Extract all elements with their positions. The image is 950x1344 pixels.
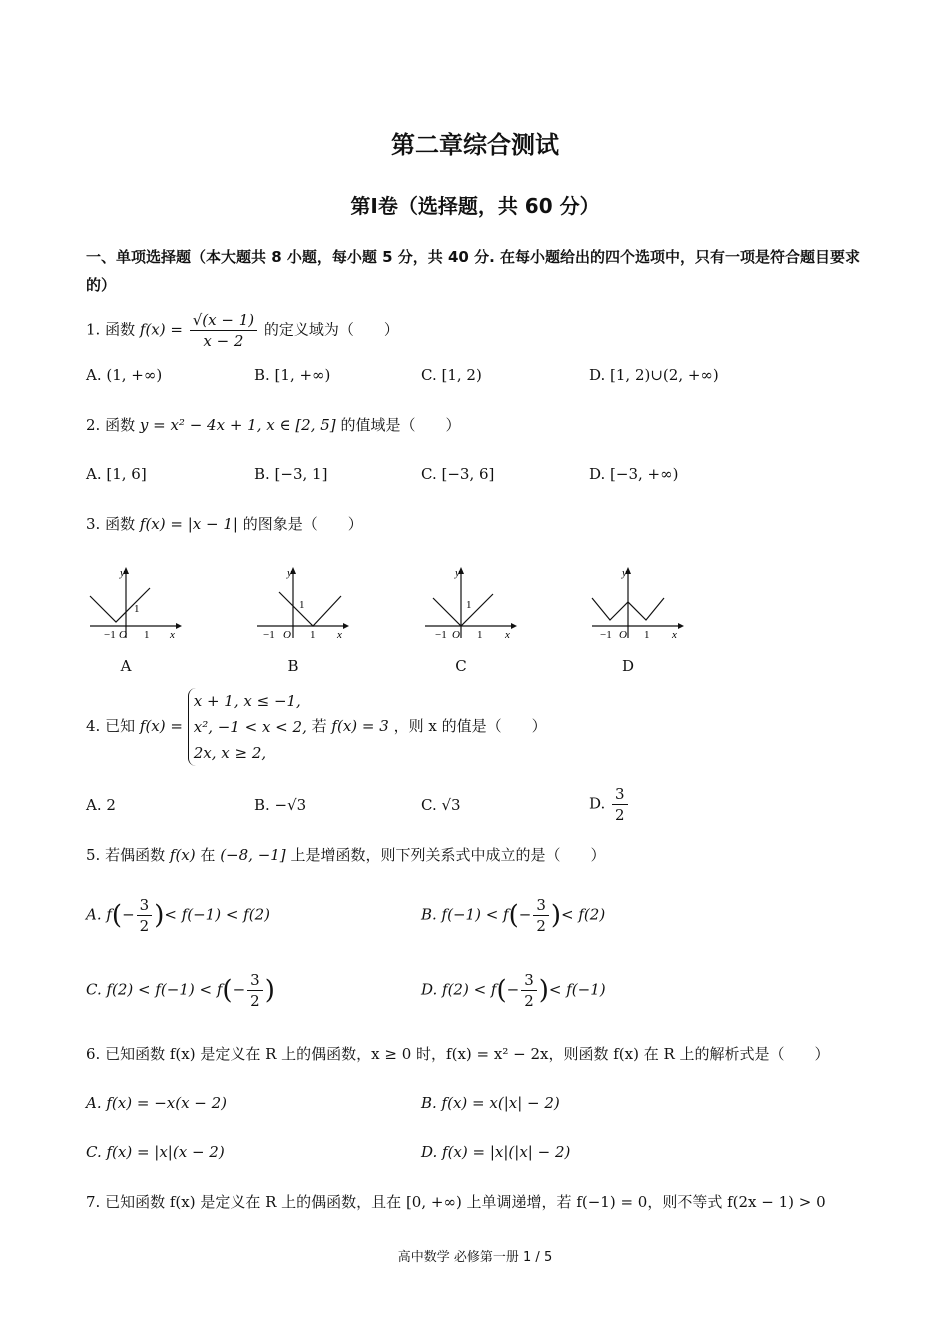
q4-cond: f(x) = 3 bbox=[331, 717, 389, 735]
q5-b-minus: − bbox=[518, 905, 532, 924]
graph-b-y-label: y bbox=[287, 567, 292, 579]
question-6 bbox=[86, 1043, 830, 1065]
graph-b-x-label: x bbox=[337, 629, 342, 641]
q1-fx: f(x) = bbox=[139, 320, 183, 339]
q4-case-3: 2x, x ≥ 2, bbox=[193, 744, 267, 762]
q2-option-a: A. [1, 6] bbox=[86, 465, 147, 483]
graph-a-neg1: −1 bbox=[104, 629, 116, 641]
q4-option-d bbox=[589, 784, 630, 825]
graph-c-y-label: y bbox=[455, 567, 460, 579]
question-1 bbox=[86, 310, 399, 351]
q5-expr: f(x) bbox=[169, 846, 196, 864]
q4-fx: f(x) = bbox=[139, 717, 183, 735]
q5-b-frac bbox=[533, 895, 549, 936]
graph-b-one: 1 bbox=[299, 599, 305, 611]
q5-text: 若偶函数 bbox=[105, 846, 166, 864]
graph-a-origin: O bbox=[119, 629, 127, 641]
graph-a-x-label: x bbox=[170, 629, 175, 641]
q4-tail: ，则 x 的值是（ ） bbox=[393, 717, 547, 735]
q5-a-frac-den: 2 bbox=[139, 917, 150, 935]
graph-b-label: B bbox=[287, 657, 299, 675]
graph-b-origin: O bbox=[283, 629, 291, 641]
graph-a-label: A bbox=[120, 657, 132, 675]
q1-option-b: B. [1, +∞) bbox=[254, 366, 331, 384]
graph-c-neg1: −1 bbox=[435, 629, 447, 641]
graph-d-tick-1: 1 bbox=[644, 629, 650, 641]
graph-c-one: 1 bbox=[466, 599, 472, 611]
graph-b bbox=[253, 562, 353, 642]
graph-d-origin: O bbox=[619, 629, 627, 641]
question-3 bbox=[86, 513, 363, 535]
q6-option-a: A. f(x) = −x(x − 2) bbox=[86, 1094, 228, 1112]
q5-c-frac-den: 2 bbox=[250, 992, 260, 1010]
q5-option-d: D. f(2) < f(− $\frac{3}{2}$ )< f(−1) bbox=[421, 971, 606, 1010]
q5-mid: 在 bbox=[200, 846, 216, 864]
graph-b-tick-1: 1 bbox=[310, 629, 316, 641]
q6-option-d: D. f(x) = |x|(|x| − 2) bbox=[421, 1143, 571, 1161]
q3-number: 3. bbox=[86, 515, 101, 533]
q5-d-post: < f(−1) bbox=[548, 980, 606, 999]
q5-d-minus: − bbox=[506, 980, 520, 999]
graph-c-x-label: x bbox=[505, 629, 510, 641]
q5-a-post: < f(−1) < f(2) bbox=[164, 905, 270, 924]
question-2 bbox=[86, 414, 460, 436]
graph-a-tick-1: 1 bbox=[144, 629, 150, 641]
q2-option-d: D. [−3, +∞) bbox=[589, 465, 679, 483]
q1-number: 1. bbox=[86, 320, 101, 339]
q5-c-minus: − bbox=[232, 980, 246, 999]
section-instructions: 一、单项选择题（本大题共 8 小题，每小题 5 分，共 40 分. 在每小题给出的四个选项中，只有一项是符合题目要求的） bbox=[86, 248, 861, 294]
graph-a-one: 1 bbox=[134, 603, 140, 615]
q4-option-d-fraction bbox=[612, 784, 628, 825]
graph-c-label: C bbox=[455, 657, 467, 675]
q3-expr: f(x) = |x − 1| bbox=[139, 515, 238, 533]
q4-number: 4. bbox=[86, 717, 101, 735]
question-5 bbox=[86, 844, 605, 866]
q6-option-c: C. f(x) = |x|(x − 2) bbox=[86, 1143, 225, 1161]
q5-d-frac-den: 2 bbox=[524, 992, 534, 1010]
q2-option-b: B. [−3, 1] bbox=[254, 465, 328, 483]
q2-tail: 的值域是（ ） bbox=[340, 416, 461, 434]
q7-text: 已知函数 f(x) 是定义在 R 上的偶函数，且在 [0, +∞) 上单调递增，若 f(−1) = 0，则不等式 f(2x − 1) > 0 bbox=[105, 1193, 826, 1211]
q5-d-frac bbox=[521, 970, 537, 1011]
q1-text: 函数 bbox=[105, 320, 136, 339]
q4-piecewise bbox=[188, 688, 307, 766]
graph-d-neg1: −1 bbox=[600, 629, 612, 641]
q5-a-frac bbox=[137, 895, 153, 936]
graph-c-tick-1: 1 bbox=[477, 629, 483, 641]
q5-a-minus: − bbox=[122, 905, 135, 924]
q2-option-c: C. [−3, 6] bbox=[421, 465, 495, 483]
q5-a-frac-num: 3 bbox=[137, 895, 153, 916]
q1-denominator: x − 2 bbox=[203, 332, 244, 350]
graph-c bbox=[421, 562, 521, 642]
graph-b-neg1: −1 bbox=[263, 629, 275, 641]
q4-option-d-num: 3 bbox=[612, 784, 628, 805]
q1-option-d: D. [1, 2)∪(2, +∞) bbox=[589, 366, 719, 384]
q4-option-d-prefix: D. bbox=[589, 794, 606, 813]
q1-fraction bbox=[190, 310, 257, 351]
q6-text: 已知函数 f(x) 是定义在 R 上的偶函数，x ≥ 0 时，f(x) = x² − 2x，则函数 f(x) 在 R 上的解析式是（ ） bbox=[105, 1045, 830, 1063]
question-7 bbox=[86, 1191, 826, 1213]
graph-d-y-label: y bbox=[622, 567, 627, 579]
q3-text: 函数 bbox=[105, 515, 136, 533]
q5-option-c: C. f(2) < f(−1) < f(− $\frac{3}{2}$ ) bbox=[86, 971, 275, 1010]
q4-text: 已知 bbox=[105, 717, 136, 735]
q4-mid: 若 bbox=[311, 717, 327, 735]
q6-option-b: B. f(x) = x(|x| − 2) bbox=[421, 1094, 560, 1112]
q1-option-c: C. [1, 2) bbox=[421, 366, 482, 384]
q5-c-frac bbox=[247, 970, 263, 1011]
q5-d-frac-num: 3 bbox=[521, 970, 537, 991]
q5-b-post: < f(2) bbox=[561, 905, 606, 924]
graph-d-x-label: x bbox=[672, 629, 677, 641]
q4-option-d-den: 2 bbox=[615, 806, 625, 824]
q5-c-pre: C. f(2) < f(−1) < f bbox=[86, 980, 223, 999]
q1-tail: 的定义域为（ ） bbox=[263, 320, 399, 339]
graph-a-y-label: y bbox=[120, 567, 125, 579]
question-4 bbox=[86, 688, 547, 766]
q5-option-b: B. f(−1) < f(− $\frac{3}{2}$ )< f(2) bbox=[421, 896, 606, 935]
q2-number: 2. bbox=[86, 416, 101, 434]
q5-interval: (−8, −1] bbox=[220, 846, 286, 864]
graph-d bbox=[588, 562, 688, 642]
q5-d-pre: D. f(2) < f bbox=[421, 980, 497, 999]
section-subtitle: 第Ⅰ卷（选择题，共 60 分） bbox=[350, 194, 600, 218]
graph-c-origin: O bbox=[452, 629, 460, 641]
q4-option-c: C. √3 bbox=[421, 796, 461, 814]
q1-option-a: A. (1, +∞) bbox=[86, 366, 163, 384]
q3-tail: 的图象是（ ） bbox=[242, 515, 363, 533]
q5-b-pre: B. f(−1) < f bbox=[421, 905, 509, 924]
q5-a-pre: A. f bbox=[86, 905, 112, 924]
q2-text: 函数 bbox=[105, 416, 136, 434]
q1-numerator: √(x − 1) bbox=[190, 310, 257, 331]
q5-option-a: A. f(− $\frac{3}{2}$ )< f(−1) < f(2) bbox=[86, 896, 270, 935]
graph-d-label: D bbox=[621, 657, 635, 675]
graph-a bbox=[86, 562, 186, 642]
q4-option-a: A. 2 bbox=[86, 796, 116, 814]
q4-case-1: x + 1, x ≤ −1, bbox=[193, 692, 301, 710]
q5-tail: 上是增函数，则下列关系式中成立的是（ ） bbox=[290, 846, 606, 864]
q5-c-frac-num: 3 bbox=[247, 970, 263, 991]
q6-number: 6. bbox=[86, 1045, 101, 1063]
q2-expr: y = x² − 4x + 1, x ∈ [2, 5] bbox=[139, 416, 336, 434]
q4-case-2: x², −1 < x < 2, bbox=[193, 718, 307, 736]
page-footer: 高中数学 必修第一册 1 / 5 bbox=[397, 1250, 553, 1265]
q5-number: 5. bbox=[86, 846, 101, 864]
q5-b-frac-num: 3 bbox=[533, 895, 549, 916]
q7-number: 7. bbox=[86, 1193, 101, 1211]
q4-option-b: B. −√3 bbox=[254, 796, 307, 814]
q5-b-frac-den: 2 bbox=[536, 917, 546, 935]
page-title: 第二章综合测试 bbox=[391, 131, 559, 159]
